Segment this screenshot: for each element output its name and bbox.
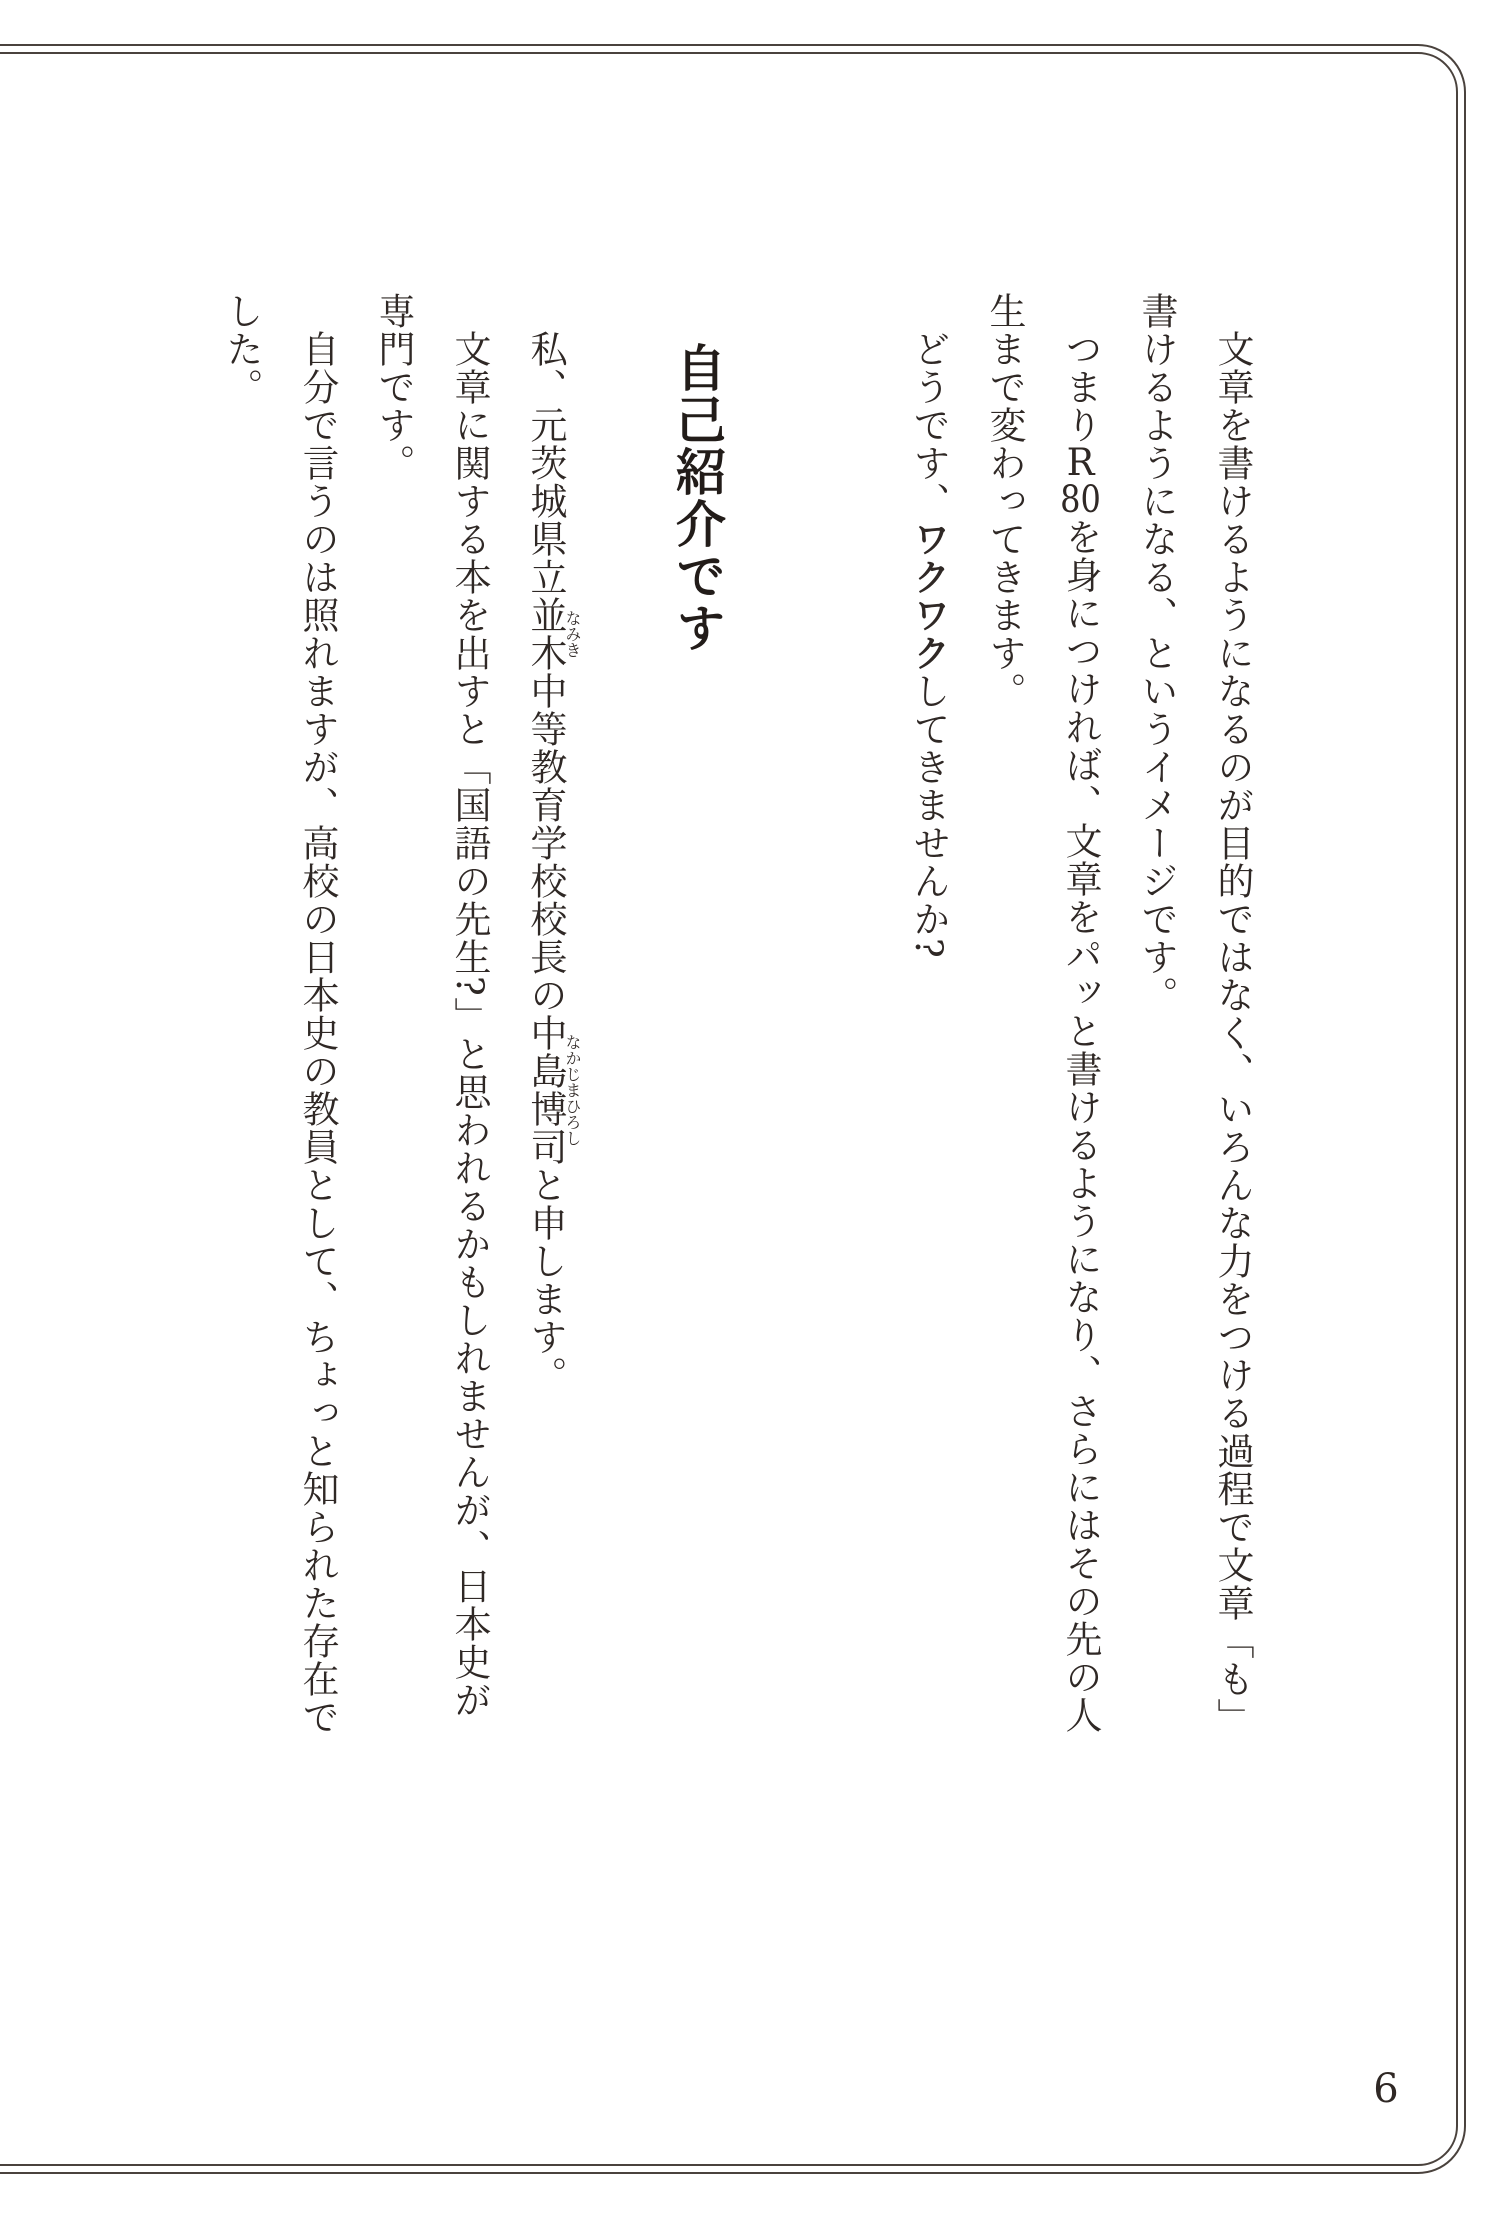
text-column-container [203, 292, 1270, 1752]
text-line: 私、元茨城県立並木なみき中等教育学校校長の中島博司なかじまひろしと申します。 [524, 330, 582, 1394]
text-line: 文章に関する本を出すと「国語の先生?」と思われるかもしれませんが、日本史が [448, 330, 491, 1719]
ruby-annotated-text: 並木なみき [524, 596, 582, 672]
text-line: 文章を書けるようになるのが目的ではなく、いろんな力をつける過程で文章「も」 [1211, 330, 1254, 1736]
text-line: 自分で言うのは照れますが、高校の日本史の教員として、ちょっと知られた存在で [296, 330, 339, 1736]
furigana: なみき [563, 596, 582, 672]
page-number: 6 [1373, 2066, 1399, 2112]
section-heading: 自己紹介です [668, 342, 726, 654]
text-line: どうです、ワクワクしてきませんか? [907, 330, 950, 959]
ruby-annotated-text: 中島博司なかじまひろし [524, 1014, 582, 1166]
tatechuyoko-text: 80 [1060, 481, 1101, 518]
furigana: なかじまひろし [563, 1014, 582, 1166]
text-line: 専門です。 [372, 292, 415, 482]
text-line: した。 [220, 292, 263, 406]
text-line: つまりR80を身につければ、文章をパッと書けるようになり、さらにはその先の人 [1059, 330, 1102, 1734]
text-line: 生まで変わってきます。 [983, 292, 1026, 710]
text-line: 書けるようになる、というイメージです。 [1135, 292, 1178, 1014]
emphasized-text: ワクワク [907, 520, 950, 672]
tatechuyoko-text: R [1066, 444, 1095, 481]
